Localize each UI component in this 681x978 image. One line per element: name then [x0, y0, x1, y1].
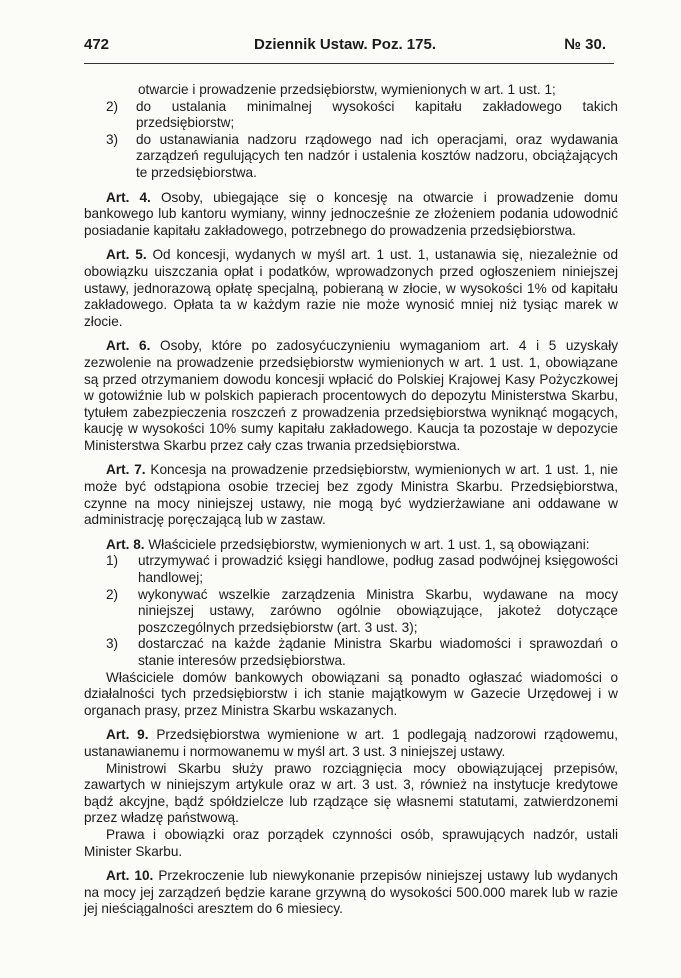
article-label: Art. 10.	[106, 868, 154, 884]
article-label: Art. 9.	[106, 727, 149, 743]
article-text: Właściciele przedsiębiorstw, wymienionych w art. 1 ust. 1, są obowiązani:	[148, 536, 590, 552]
article-4	[84, 190, 618, 240]
article-text: Przedsiębiorstwa wymienione w art. 1 podlegają nadzorowi rządowemu, ustanawianemu i normowanemu w myśl art. 3 ust. 3 niniejszej ustawy.	[84, 727, 618, 759]
list-item	[84, 99, 618, 132]
article-5	[84, 247, 618, 330]
header-rule	[84, 63, 614, 64]
issue-number: № 30.	[564, 36, 606, 53]
article-8-list	[84, 553, 618, 669]
page-header	[84, 36, 606, 56]
article-10	[84, 868, 618, 918]
list-item-number: 3)	[106, 131, 119, 147]
list-item	[84, 636, 618, 669]
article-9	[84, 727, 618, 760]
list-item-continuation: otwarcie i prowadzenie przedsiębiorstw, wymienionych w art. 1 ust. 1;	[138, 82, 556, 97]
article-8	[84, 537, 618, 554]
page-number: 472	[84, 36, 110, 53]
list-item	[84, 587, 618, 637]
article-label: Art. 5.	[106, 247, 147, 263]
article-text: Koncesja na prowadzenie przedsiębiorstw, wymienionych w art. 1 ust. 1, nie może być odstąpiona osobie trzeciej bez zgody Ministra Skarbu. Przedsiębiorstwa, czynne na mocy niniejszej ustawy, nie mogą być wydzierżawiane ani oddawane w administrację poręczającą lub w zastaw.	[84, 462, 618, 528]
article-label: Art. 4.	[106, 189, 151, 205]
intro-list	[84, 82, 618, 182]
list-item-number: 1)	[106, 553, 119, 569]
list-item-number: 2)	[106, 98, 119, 114]
article-7	[84, 462, 618, 528]
list-item	[84, 553, 618, 586]
journal-title: Dziennik Ustaw. Poz. 175.	[254, 36, 436, 53]
list-item-text: utrzymywać i prowadzić księgi handlowe, podług zasad podwójnej księgowości handlowej;	[138, 553, 618, 586]
article-label: Art. 8.	[106, 536, 145, 552]
article-text: Przekroczenie lub niewykonanie przepisów niniejszej ustawy lub wydanych na mocy jej zarządzeń będzie karane grzywną do wysokości 500.000 marek lub w razie jej nieściągalności aresztem do 6 miesiecy.	[84, 868, 618, 917]
article-6	[84, 338, 618, 454]
list-item-number: 2)	[106, 586, 119, 602]
list-item-text: dostarczać na każde żądanie Ministra Skarbu wiadomości i sprawozdań o stanie interesów przedsiębiorstwa.	[138, 636, 618, 668]
list-item-number: 3)	[106, 636, 119, 652]
article-text: Od koncesji, wydanych w myśl art. 1 ust. 1, ustanawia się, niezależnie od obowiązku uiszczania opłat i podatków, wprowadzonych przed ogłoszeniem niniejszej ustawy, jednorazową opłatę specjalną, pobieraną w złocie, w wysokości 1% od kapitału zakładowego. Opłata ta w każdym razie nie może wynosić mniej niż tysiąc marek w złocie.	[84, 247, 618, 329]
article-text: Osoby, które po zadosyćuczynieniu wymaganiom art. 4 i 5 uzyskały zezwolenie na prowadzenie przedsiębiorstw wymienionych w art. 1 ust. 1, obowiązane są przed otrzymaniem dowodu koncesji wpłacić do Polskiej Krajowej Kasy Pożyczkowej w gotowiźnie lub w polskich papierach procentowych do depozytu Ministerstwa Skarbu, tytułem zabezpieczenia roszczeń z prowadzenia przedsiębiorstwa wyniknąć mogących, kaucję w wysokości 10% sumy kapitału zakładowego. Kaucja ta pozostaje w depozycie Ministerstwa Skarbu przez cały czas trwania przedsiębiorstwa.	[84, 338, 619, 453]
article-8-paragraph: Właściciele domów bankowych obowiązani są ponadto ogłaszać wiadomości o działalności tych przedsiębiorstw i ich stanie majątkowym w Gazecie Urzędowej i w organach prasy, przez Ministra Skarbu wskazanych.	[84, 669, 618, 718]
article-9-paragraph: Ministrowi Skarbu służy prawo rozciągnięcia mocy obowiązującej przepisów, zawartych w niniejszym artykule oraz w art. 3 ust. 3, również na instytucje kredytowe bądź akcyjne, bądź spółdzielcze lub rządzące się własnemi statutami, zatwierdzonemi przez władzę państwową.	[84, 760, 618, 826]
list-item-text: do ustalania minimalnej wysokości kapitału zakładowego takich przedsiębiorstw;	[136, 98, 618, 131]
document-body	[84, 82, 618, 918]
article-label: Art. 7.	[106, 462, 146, 478]
article-label: Art. 6.	[106, 338, 151, 354]
list-item-text: wykonywać wszelkie zarządzenia Ministra Skarbu, wydawane na mocy niniejszej ustawy, zarówno ogólnie obowiązujące, jakoteż dotyczące poszczególnych przedsiębiorstw (art. 3 ust. 3);	[138, 586, 618, 635]
article-text: Osoby, ubiegające się o koncesję na otwarcie i prowadzenie domu bankowego lub kantoru wymiany, winny jednocześnie ze złożeniem podania udowodnić posiadanie kapitału zakładowego, potrzebnego do prowadzenia przedsiębiorstwa.	[84, 189, 618, 238]
article-9-paragraph: Prawa i obowiązki oraz porządek czynności osób, sprawujących nadzór, ustali Minister Skarbu.	[84, 826, 618, 859]
list-item	[84, 132, 618, 182]
list-item-text: do ustanawiania nadzoru rządowego nad ich operacjami, oraz wydawania zarządzeń regulujących ten nadzór i ustalenia kosztów nadzoru, obciążających te przedsiębiorstwa.	[136, 131, 618, 180]
